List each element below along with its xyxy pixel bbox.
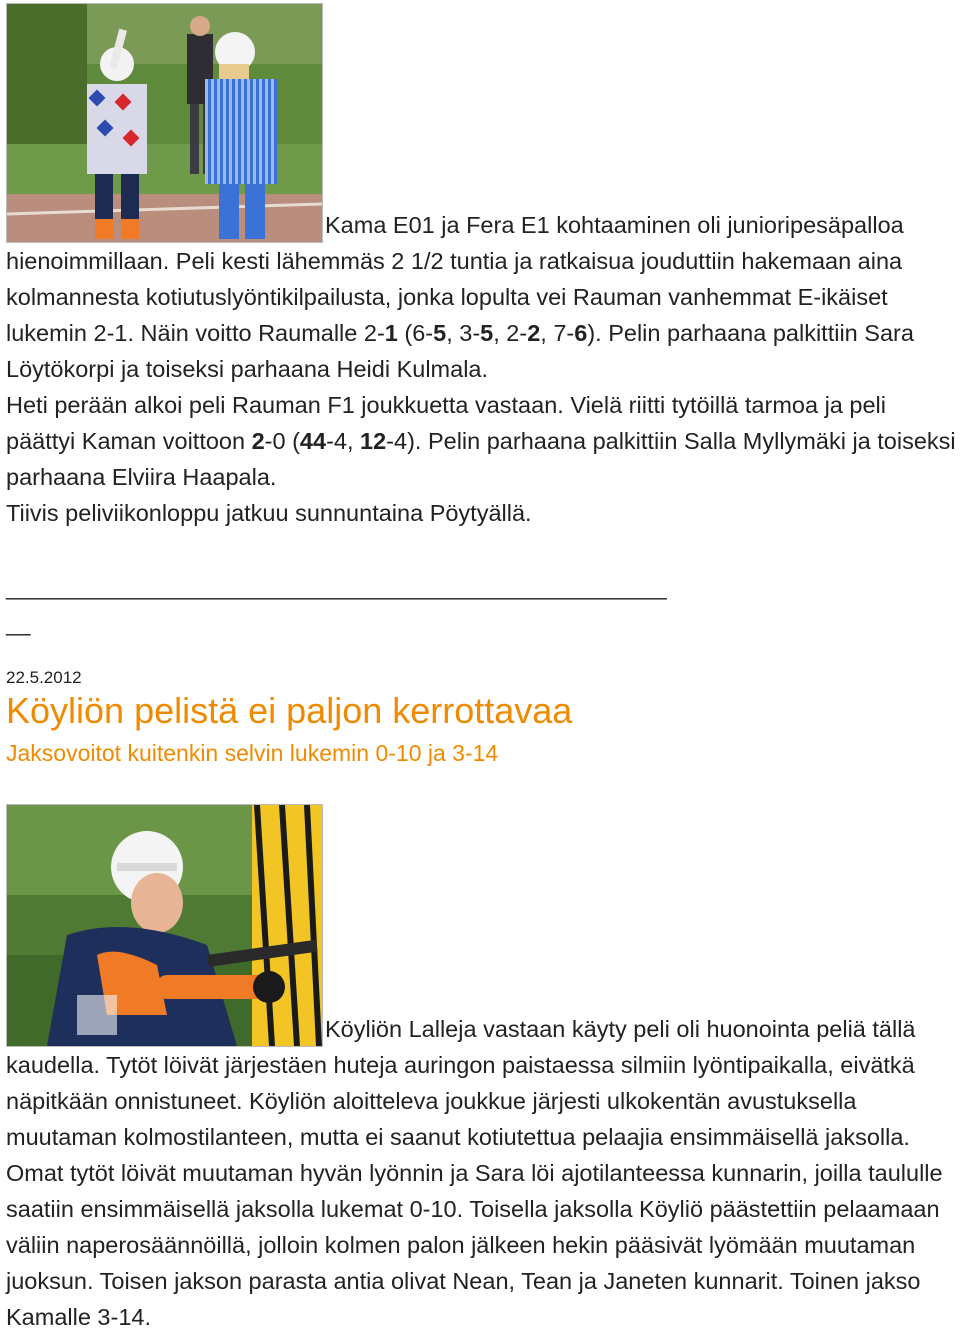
- article-subtitle: Jaksovoitot kuitenkin selvin lukemin 0-10 ja 3-14: [6, 740, 499, 766]
- batter-photo: [6, 804, 323, 1047]
- divider-line: [6, 570, 667, 642]
- score-text: -4). Pelin parhaana palkittiin Salla Myllymäki ja toiseksi parhaana Elviira Haapala.: [6, 428, 956, 490]
- score-bold: 2: [251, 428, 265, 454]
- photo-batter-image: [7, 805, 322, 1046]
- score-bold: 44: [299, 428, 327, 454]
- score-bold: 6: [574, 320, 588, 346]
- score-text: -0 (: [264, 428, 300, 454]
- score-text: , 3-: [446, 320, 481, 346]
- score-text: -4,: [326, 428, 361, 454]
- score-text: ). Pelin parhaana palkittiin Sara Löytökorpi ja toiseksi parhaana Heidi Kulmala.: [6, 320, 914, 382]
- divider-line-2: __: [6, 611, 31, 636]
- score-bold: 2: [527, 320, 541, 346]
- score-bold: 1: [384, 320, 398, 346]
- girls-pesapallo-photo: [6, 3, 323, 243]
- score-bold: 5: [480, 320, 494, 346]
- score-text: , 2-: [493, 320, 528, 346]
- article2-body: [6, 804, 958, 1335]
- article-date: 22.5.2012: [6, 668, 82, 687]
- article1-paragraph1: [6, 3, 958, 531]
- paragraph-text: Kama E01 ja Fera E1 kohtaaminen oli junioripesäpalloa hienoimmillaan. Peli kesti lähemmäs 2 1/2 tuntia ja ratkaisua jouduttiin hakemaan aina kolmannesta kotiutuslyöntikilpailusta, jonka lopulta vei Rauman vanhemmat E-ikäiset lukemin 2-1. Näin voitto Raumalle 2-: [6, 212, 904, 346]
- score-bold: 12: [360, 428, 387, 454]
- score-text: (6-: [397, 320, 434, 346]
- photo-batters-image: [7, 4, 322, 242]
- paragraph3-text: Tiivis peliviikonloppu jatkuu sunnuntaina Pöytyällä.: [6, 500, 532, 526]
- score-text: , 7-: [540, 320, 575, 346]
- paragraph2-text: Heti perään alkoi peli Rauman F1 joukkuetta vastaan. Vielä riitti tytöillä tarmoa ja peli päättyi Kaman voittoon: [6, 392, 886, 454]
- article2-body-text: Köyliön Lalleja vastaan käyty peli oli huonointa peliä tällä kaudella. Tytöt löivät järjestäen huteja auringon paistaessa silmiin lyöntipaikalla, eivätkä näpitkään onnistuneet. Köyliön aloitteleva joukkue järjesti ulkokentän avustuksella muutaman kolmostilanteen, mutta ei saanut kotiutettua pelaajia ensimmäisellä jaksolla. Omat tytöt löivät muutaman hyvän lyönnin ja Sara löi ajotilanteessa kunnarin, joilla taululle saatiin ensimmäisellä jaksolla lukemat 0-10. Toisella jaksolla Köyliö päästettiin pelaamaan väliin naperosäännöillä, jolloin kolmen palon jälkeen hekin pääsivät lyömään muutaman juoksun. Toisen jakson parasta antia olivat Nean, Tean ja Janeten kunnarit. Toinen jakso Kamalle 3-14.: [6, 1016, 943, 1330]
- article-title[interactable]: Köyliön pelistä ei paljon kerrottavaa: [6, 690, 573, 731]
- score-bold: 5: [433, 320, 447, 346]
- divider-line-1: ______________________________________________________: [6, 575, 667, 600]
